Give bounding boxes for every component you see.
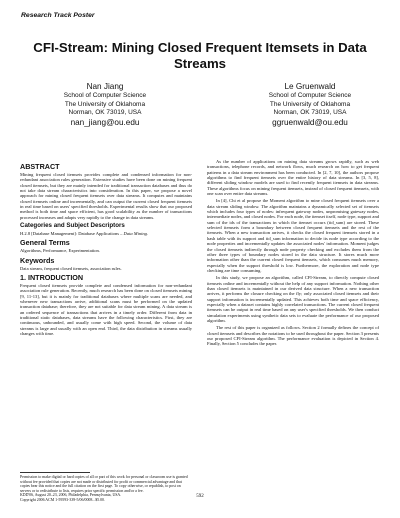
left-column — [20, 160, 192, 338]
footnote-rule — [20, 472, 90, 473]
author-univ: The University of Oklahoma — [269, 100, 351, 108]
author-univ: The University of Oklahoma — [64, 100, 146, 108]
intro-paragraph: Frequent closed itemsets provide complete and condensed information for non-redundant association rule generation. Recently, much research has been done on closed itemsets mining [9, 11-13], but it is mainly for traditional databases where multiple scans are needed, and whenever new transactions arrive, additional scans must be performed on the updated transaction database; therefore, they are not suitable for data stream mining. A data stream is an ordered sequence of transactions that arrives in a timely order. Different from data in traditional static databases, data streams have the following characteristics. First, they are continuous, unbounded, and usually come with high speed. Second, the volume of data streams is large and usually with an open end. Third, the data distribution in streams usually changes with time. — [20, 282, 192, 337]
author-city: Norman, OK 73019, USA — [273, 109, 347, 117]
right-column — [207, 159, 379, 349]
keywords-heading: Keywords — [20, 255, 55, 265]
author-dept: School of Computer Science — [268, 92, 352, 99]
conference-line: KDD'06, August 20–23, 2006, Philadelphia, Pennsylvania, USA. — [20, 493, 122, 498]
author-block-2 — [225, 82, 395, 128]
track-label: Research Track Poster — [21, 12, 95, 19]
categories-main: H.2.8 [Database Management]: Database Applications — [20, 230, 119, 236]
terms-heading: General Terms — [20, 238, 70, 248]
author-name: Le Gruenwald — [284, 82, 336, 91]
author-email: ggruenwald@ou.edu — [272, 117, 348, 127]
author-block-1 — [20, 82, 190, 128]
categories-tail: Data Mining. — [123, 230, 149, 236]
author-name: Nan Jiang — [86, 82, 124, 91]
categories-text: H.2.8 [Database Management]: Database Applications – Data Mining. — [20, 230, 149, 236]
abstract-text: Mining frequent closed itemsets provides complete and condensed information for non-redundant association rules generation. Extensive studies have been done on mining frequent closed itemsets, but they are mainly intended for traditional transaction databases and thus do not take data stream characteristics into consideration. In this paper, we propose a novel approach for mining closed frequent itemsets over data streams. It computes and maintains closed itemsets online and incrementally, and can output the current closed frequent itemsets in real time based on users' specified thresholds. Experimental results show that our proposed method is both time and space efficient, has good scalability as the number of transactions processed increases and adapts very rapidly to the change in data streams. — [20, 172, 192, 220]
copyright-line: Copyright 2006 ACM 1-59593-339-5/06/0008...$5.00. — [20, 497, 105, 502]
page-number: 592 — [196, 494, 204, 499]
copyright-text: Permission to make digital or hard copies of all or part of this work for personal or classroom use is granted without fee provided that copies are not made or distributed for profit or commercial advantage and that copies bear this notice and the full citation on the first page. To copy otherwise, or republish, to post on servers or to redistribute to lists, requires prior specific permission and/or a fee. — [20, 475, 188, 493]
body-paragraph: The rest of this paper is organized as follows. Section 2 formally defines the concept of closed itemsets and describes the notations to be used throughout the paper. Section 3 presents our proposed CFI-Stream algorithm. The performance evaluation is depicted in Section 4. Finally, Section 5 concludes the paper. — [207, 325, 379, 347]
author-dept: School of Computer Science — [63, 92, 147, 99]
keywords-text: Data stream, frequent closed itemsets, association rules. — [20, 265, 122, 271]
body-paragraph: In this study, we propose an algorithm, called CFI-Stream, to directly compute closed itemsets online and incrementally without the help of any support information. Nothing other than closed itemsets is maintained in our derived data structure. When a new transaction arrives, it performs the closure checking on the fly; only associated closed itemsets and their support information is incrementally updated. This achieves both time and space efficiency, especially when a dataset contains highly correlated transactions. The current closed frequent itemsets can be output in real time based on any user's specified thresholds. We then conduct simulation experiments using synthetic data sets to evaluate the performance of our proposed algorithm. — [207, 275, 379, 323]
author-email: nan_jiang@ou.edu — [70, 117, 140, 127]
terms-text: Algorithms, Performance, Experimentation. — [20, 248, 100, 254]
categories-heading: Categories and Subject Descriptors — [20, 222, 125, 230]
author-city: Norman, OK 73019, USA — [68, 109, 142, 117]
body-paragraph: As the number of applications on mining data streams grows rapidly, such as web transactions, telephone records, and network flows, much research on how to get frequent patterns in a data stream environment has been conducted. In [2, 7, 10], the authors propose algorithms to find frequent itemsets over the entire history of data streams. In [3, 5, 8], different sliding window models are used to find recently frequent itemsets in data streams. These algorithms focus on mining frequent itemsets, instead of closed frequent itemsets, with one scan over entire data streams. — [207, 159, 379, 197]
body-paragraph: In [4], Chi et al propose the Moment algorithm to mine closed frequent itemsets over a data stream sliding window. The algorithm maintains a dynamically selected set of itemsets which includes four types of nodes: infrequent gateway nodes, unpromising gateway nodes, intermediate nodes, and closed nodes. For each node, the itemset itself, node type, support and sum of the ids of the transactions in which the itemset occurs (tid_sum) are stored. These selected itemsets form a boundary between closed frequent itemsets and the rest of the itemsets. When a new transaction arrives, it checks the closed frequent itemsets stored in a hash table with its support and tid_sum information to decide its node type according to the node properties and incrementally updates the associated nodes' information. Moment judges the closed itemsets indirectly through node property checking and excludes them from the other three types of boundary nodes stored in the data structure. It stores much more information other than the current closed frequent itemsets, which consumes much memory, especially when the support threshold is low. Furthermore, the exploration and node type checking are time consuming. — [207, 198, 379, 273]
paper-title: CFI-Stream: Mining Closed Frequent Itemsets in Data Streams — [33, 40, 367, 71]
abstract-heading: ABSTRACT — [20, 162, 60, 171]
intro-heading: 1. INTRODUCTION — [20, 272, 84, 282]
